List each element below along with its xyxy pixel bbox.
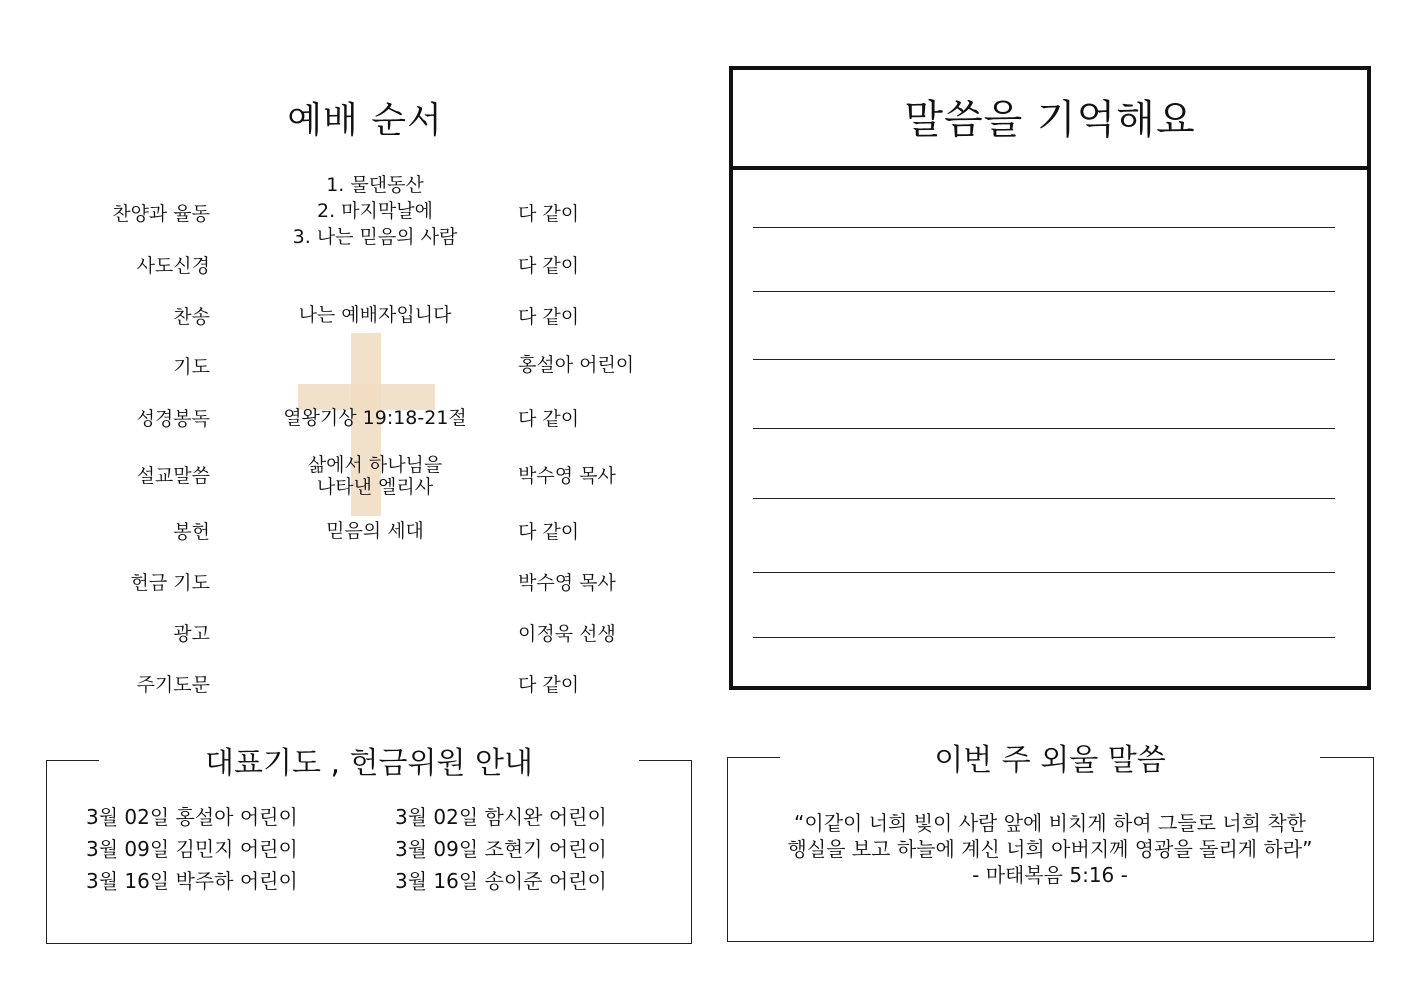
order-label-offering: 봉헌 [173,521,210,543]
order-item-hymn: 나는 예배자입니다 [298,304,452,326]
frame-top-left [46,760,99,761]
song-3: 3. 나는 믿음의 사람 [292,226,458,248]
order-who-sermon: 박수영 목사 [518,465,616,487]
memory-box [729,66,1371,690]
order-label-creed: 사도신경 [136,255,210,277]
offering-entry: 3월 02일 함시완 어린이 [395,805,607,829]
order-who-praise: 다 같이 [518,203,580,225]
writing-line [753,428,1335,429]
order-label-reading: 성경봉독 [136,408,210,430]
writing-line [753,572,1335,573]
sermon-title-line-2: 나타낸 엘리사 [316,476,434,498]
order-who-announcements: 이정욱 선생 [518,623,616,645]
order-who-prayer: 홍설아 어린이 [518,354,635,376]
prayer-entry: 3월 02일 홍설아 어린이 [86,805,298,829]
order-item-sermon [240,454,510,498]
prayer-list-right [395,801,685,897]
order-who-offering-prayer: 박수영 목사 [518,572,616,594]
prayer-entry: 3월 09일 김민지 어린이 [86,837,298,861]
order-label-prayer: 기도 [173,356,210,378]
song-1: 1. 물댄동산 [326,174,424,196]
order-who-lords-prayer: 다 같이 [518,674,580,696]
order-who-offering: 다 같이 [518,521,580,543]
order-label-announcements: 광고 [173,623,210,645]
verse-line-2: 행실을 보고 하늘에 계신 너희 아버지께 영광을 돌리게 하라” [787,837,1313,861]
order-who-hymn: 다 같이 [518,306,580,328]
writing-line [753,498,1335,499]
frame-top-left [727,757,780,758]
verse-line-1: “이같이 너희 빛이 사람 앞에 비치게 하여 그들로 너희 착한 [794,811,1306,835]
memory-title: 말씀을 기억해요 [733,70,1367,170]
order-label-offering-prayer: 헌금 기도 [130,572,210,594]
prayer-title: 대표기도 , 헌금위원 안내 [205,746,533,781]
writing-line [753,291,1335,292]
offering-entry: 3월 16일 송이준 어린이 [395,869,607,893]
order-who-creed: 다 같이 [518,255,580,277]
order-item-reading: 열왕기상 19:18-21절 [283,407,467,429]
order-label-sermon: 설교말씀 [136,465,210,487]
song-2: 2. 마지막날에 [317,200,433,222]
order-item-praise-songs [240,172,510,250]
verse-title: 이번 주 외울 말씀 [934,743,1166,778]
order-item-offering: 믿음의 세대 [326,520,424,542]
order-label-lords-prayer: 주기도문 [136,674,210,696]
frame-top-right [1320,757,1373,758]
prayer-entry: 3월 16일 박주하 어린이 [86,869,298,893]
verse-reference: - 마태복음 5:16 - [972,863,1128,887]
order-title: 예배 순서 [287,100,443,141]
prayer-list-left [86,801,376,897]
writing-line [753,637,1335,638]
sermon-title-line-1: 삶에서 하나님을 [307,454,443,476]
verse-text [740,810,1360,888]
writing-line [753,227,1335,228]
order-label-hymn: 찬송 [173,306,210,328]
offering-entry: 3월 09일 조현기 어린이 [395,837,607,861]
order-label-praise: 찬양과 율동 [112,203,210,225]
order-who-reading: 다 같이 [518,408,580,430]
frame-top-right [639,760,692,761]
writing-line [753,359,1335,360]
